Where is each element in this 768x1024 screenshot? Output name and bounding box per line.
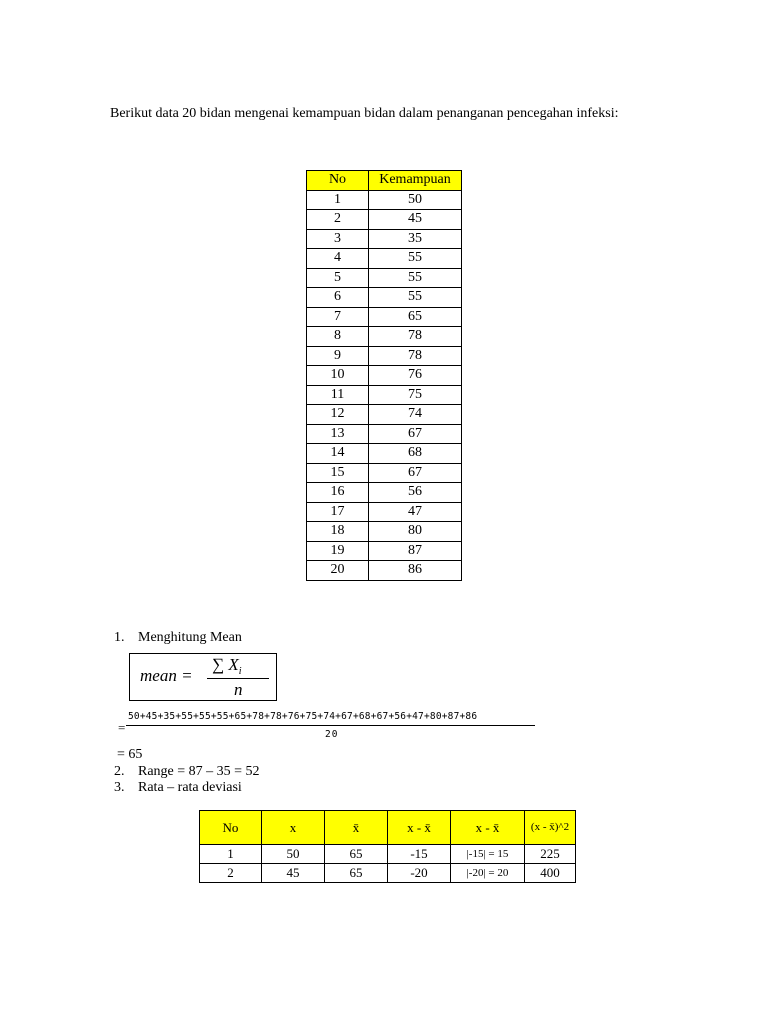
cell-no: 20 xyxy=(307,561,369,581)
fraction-line xyxy=(207,678,269,679)
table-row xyxy=(307,346,462,366)
cell-kemampuan: 56 xyxy=(369,483,462,503)
cell-x: 50 xyxy=(262,845,325,864)
cell-no: 1 xyxy=(200,845,262,864)
section-title: Menghitung Mean xyxy=(138,630,242,645)
cell-x: 45 xyxy=(262,864,325,883)
table-row xyxy=(307,229,462,249)
header-x-minus-xbar: x - x̄ xyxy=(388,811,451,845)
cell-kemampuan: 78 xyxy=(369,346,462,366)
cell-no: 2 xyxy=(200,864,262,883)
deviasi-title: Rata – rata deviasi xyxy=(138,780,242,795)
list-number: 2. xyxy=(114,764,125,779)
cell-no: 14 xyxy=(307,444,369,464)
cell-no: 11 xyxy=(307,385,369,405)
formula-lhs: mean = xyxy=(140,666,193,685)
cell-abs-deviation: |-15| = 15 xyxy=(451,845,525,864)
formula-subscript: i xyxy=(238,666,242,677)
cell-kemampuan: 86 xyxy=(369,561,462,581)
table-row xyxy=(200,845,576,864)
cell-kemampuan: 76 xyxy=(369,366,462,386)
table-row xyxy=(307,463,462,483)
deviasi-table xyxy=(199,810,576,883)
cell-kemampuan: 67 xyxy=(369,424,462,444)
cell-kemampuan: 65 xyxy=(369,307,462,327)
table-row xyxy=(307,307,462,327)
cell-kemampuan: 78 xyxy=(369,327,462,347)
cell-no: 2 xyxy=(307,210,369,230)
formula-numerator xyxy=(212,655,242,675)
mean-formula-box xyxy=(129,653,277,701)
cell-x-minus-xbar: -15 xyxy=(388,845,451,864)
cell-kemampuan: 55 xyxy=(369,249,462,269)
header-x: x xyxy=(262,811,325,845)
table-row xyxy=(307,483,462,503)
cell-kemampuan: 55 xyxy=(369,268,462,288)
cell-no: 13 xyxy=(307,424,369,444)
section-range xyxy=(114,764,260,780)
cell-no: 6 xyxy=(307,288,369,308)
section-deviasi xyxy=(114,780,242,796)
section-mean xyxy=(114,630,242,646)
cell-no: 5 xyxy=(307,268,369,288)
table-row xyxy=(307,366,462,386)
cell-kemampuan: 87 xyxy=(369,541,462,561)
cell-kemampuan: 35 xyxy=(369,229,462,249)
table-row xyxy=(307,522,462,542)
table-row xyxy=(307,541,462,561)
cell-no: 12 xyxy=(307,405,369,425)
cell-no: 9 xyxy=(307,346,369,366)
cell-no: 4 xyxy=(307,249,369,269)
mean-result: = 65 xyxy=(117,747,143,762)
table-row xyxy=(307,424,462,444)
cell-no: 7 xyxy=(307,307,369,327)
table-row xyxy=(307,190,462,210)
cell-kemampuan: 75 xyxy=(369,385,462,405)
cell-no: 17 xyxy=(307,502,369,522)
table-row xyxy=(307,268,462,288)
cell-no: 8 xyxy=(307,327,369,347)
header-abs-deviation: x - x̄ xyxy=(451,811,525,845)
calc-fraction-bar xyxy=(126,725,535,726)
sigma-symbol: ∑ xyxy=(212,655,225,674)
cell-xbar: 65 xyxy=(325,845,388,864)
cell-no: 18 xyxy=(307,522,369,542)
calc-numerator: 50+45+35+55+55+55+65+78+78+76+75+74+67+68+67+56+47+80+87+86 xyxy=(128,711,478,722)
calc-denominator: 20 xyxy=(325,729,339,740)
cell-kemampuan: 45 xyxy=(369,210,462,230)
formula-variable: X xyxy=(228,655,239,674)
intro-paragraph: Berikut data 20 bidan mengenai kemampuan bidan dalam penanganan pencegahan infeksi: xyxy=(110,106,619,121)
list-number: 1. xyxy=(114,630,125,645)
cell-kemampuan: 50 xyxy=(369,190,462,210)
cell-kemampuan: 74 xyxy=(369,405,462,425)
cell-squared-deviation: 225 xyxy=(525,845,576,864)
table-row xyxy=(307,405,462,425)
cell-abs-deviation: |-20| = 20 xyxy=(451,864,525,883)
header-no: No xyxy=(307,171,369,191)
formula-denominator: n xyxy=(234,680,243,699)
cell-no: 16 xyxy=(307,483,369,503)
cell-kemampuan: 68 xyxy=(369,444,462,464)
cell-kemampuan: 80 xyxy=(369,522,462,542)
table-header-row xyxy=(200,811,576,845)
range-text: Range = 87 – 35 = 52 xyxy=(138,764,260,779)
header-no: No xyxy=(200,811,262,845)
table-header-row xyxy=(307,171,462,191)
cell-no: 3 xyxy=(307,229,369,249)
cell-kemampuan: 47 xyxy=(369,502,462,522)
cell-no: 1 xyxy=(307,190,369,210)
cell-x-minus-xbar: -20 xyxy=(388,864,451,883)
table-row xyxy=(200,864,576,883)
calc-equals: = xyxy=(118,720,126,735)
table-row xyxy=(307,561,462,581)
table-row xyxy=(307,288,462,308)
table-row xyxy=(307,327,462,347)
cell-xbar: 65 xyxy=(325,864,388,883)
header-xbar: x̄ xyxy=(325,811,388,845)
kemampuan-table xyxy=(306,170,462,581)
cell-squared-deviation: 400 xyxy=(525,864,576,883)
table-row xyxy=(307,249,462,269)
table-row xyxy=(307,385,462,405)
cell-kemampuan: 67 xyxy=(369,463,462,483)
cell-no: 19 xyxy=(307,541,369,561)
list-number: 3. xyxy=(114,780,125,795)
cell-kemampuan: 55 xyxy=(369,288,462,308)
header-squared-deviation: (x - x̄)^2 xyxy=(525,811,576,845)
cell-no: 15 xyxy=(307,463,369,483)
table-row xyxy=(307,444,462,464)
header-kemampuan: Kemampuan xyxy=(369,171,462,191)
cell-no: 10 xyxy=(307,366,369,386)
table-row xyxy=(307,210,462,230)
table-row xyxy=(307,502,462,522)
